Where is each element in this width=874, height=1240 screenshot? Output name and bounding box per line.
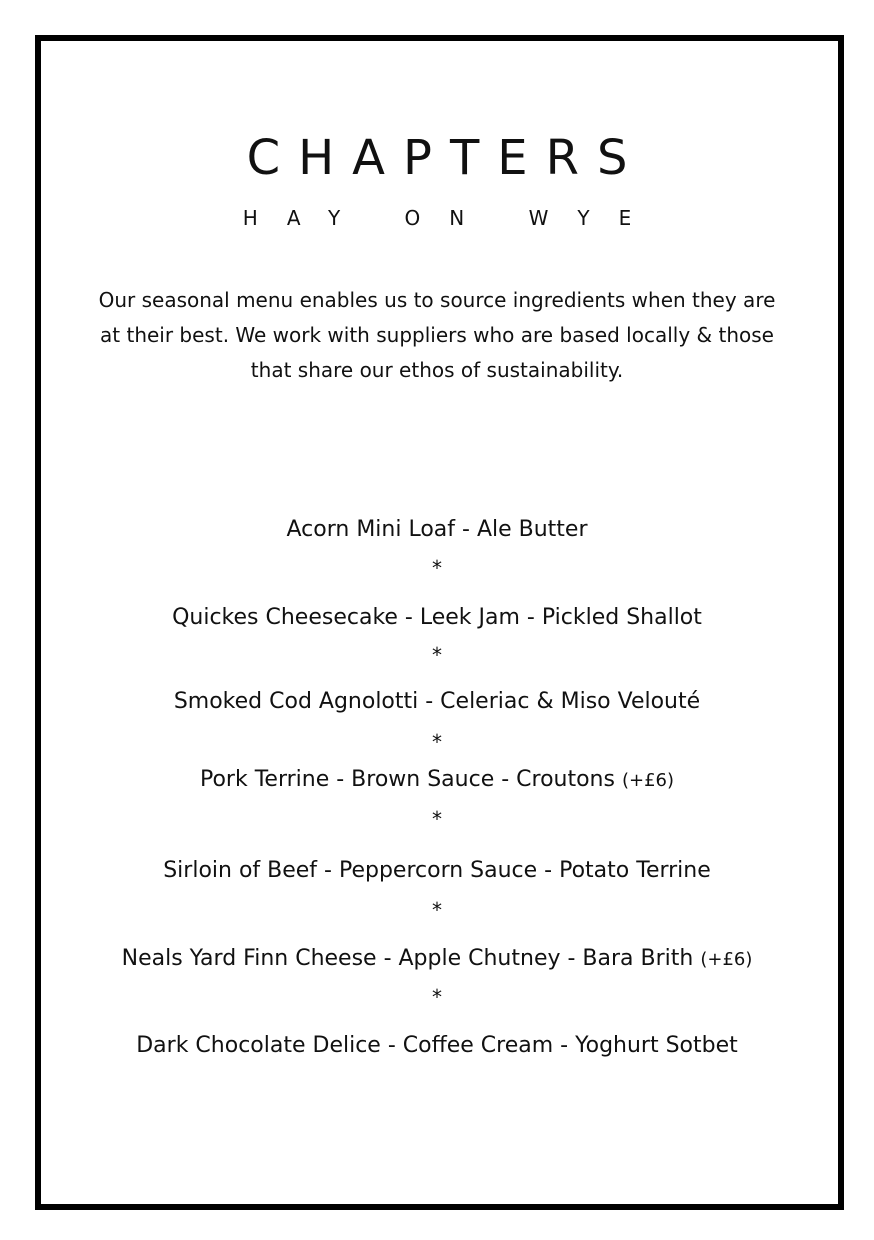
course-item [0, 1031, 874, 1061]
course-separator: * [432, 643, 442, 667]
course-dish: Dark Chocolate Delice - Coffee Cream - Yoghurt Sotbet [136, 1033, 738, 1058]
course-item [0, 515, 874, 545]
course-separator: * [432, 730, 442, 754]
course-separator: * [432, 556, 442, 580]
course-separator: * [432, 898, 442, 922]
course-item [0, 687, 874, 717]
course-separator: * [432, 807, 442, 831]
course-dish: Smoked Cod Agnolotti - Celeriac & Miso Velouté [173, 689, 701, 714]
course-dish: Pork Terrine - Brown Sauce - Croutons [199, 767, 615, 792]
course-dish: Acorn Mini Loaf - Ale Butter [286, 517, 588, 542]
course-dish: Sirloin of Beef - Peppercorn Sauce - Potato Terrine [163, 858, 711, 883]
intro-paragraph: Our seasonal menu enables us to source ingredients when they are at their best. We work with suppliers who are based locally & those that share our ethos of sustainability. [98, 288, 776, 382]
course-dish: Neals Yard Finn Cheese - Apple Chutney - Bara Brith [121, 946, 694, 971]
course-dish: Quickes Cheesecake - Leek Jam - Pickled Shallot [172, 605, 702, 630]
course-separator: * [432, 985, 442, 1009]
restaurant-title: CHAPTERS [246, 130, 646, 186]
course-item [0, 944, 874, 975]
restaurant-location: HAY ON WYE [242, 206, 661, 230]
course-supplement: (+£6) [700, 949, 753, 970]
course-item [0, 765, 874, 796]
course-item [0, 856, 874, 886]
course-supplement: (+£6) [621, 770, 674, 791]
course-item [0, 603, 874, 633]
